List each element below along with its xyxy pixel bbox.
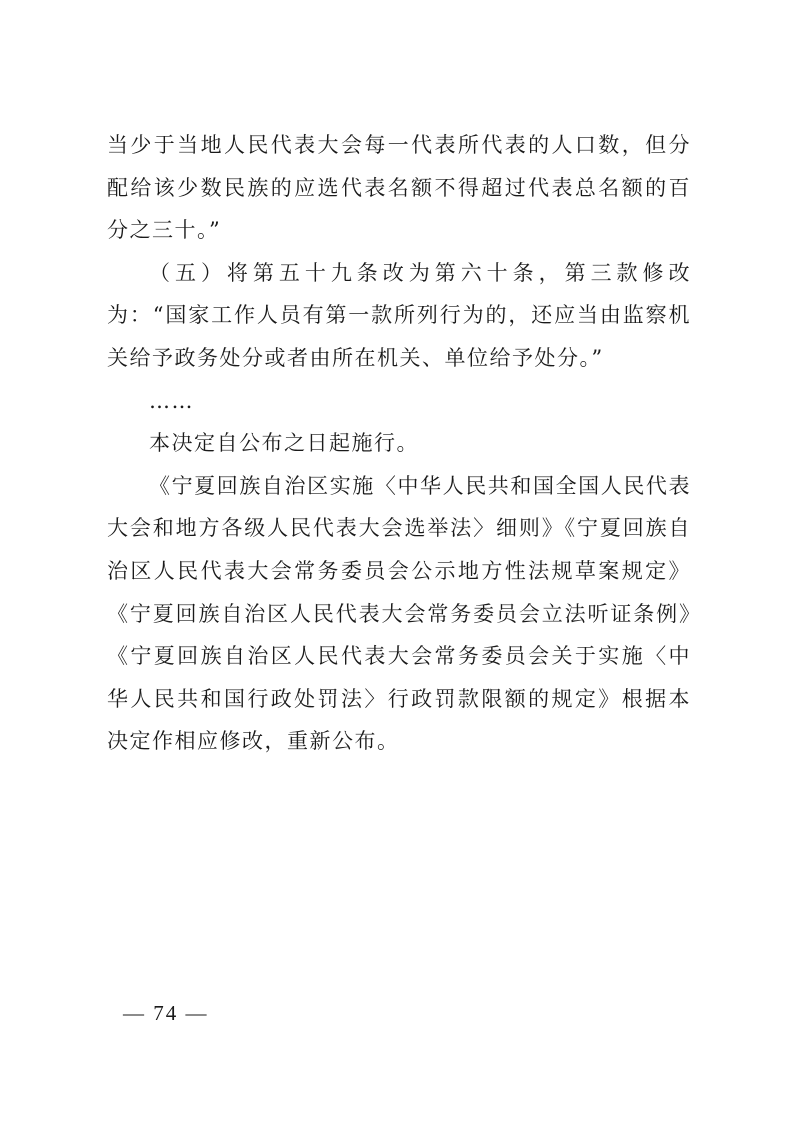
paragraph-effective-date: 本决定自公布之日起施行。 [149,431,419,456]
page-number: — 74 — [123,1001,209,1025]
document-body [107,124,691,763]
paragraph-continuation: 当少于当地人民代表大会每一代表所代表的人口数，但分配给该少数民族的应选代表名额不得超过代表总名额的百分之三十。” [107,133,691,243]
paragraph-ellipsis: …… [149,388,194,413]
paragraph-amended-regulations: 《宁夏回族自治区实施〈中华人民共和国全国人民代表大会和地方各级人民代表大会选举法〉细则》《宁夏回族自治区人民代表大会常务委员会公示地方性法规草案规定》《宁夏回族自治区人民代表大会常务委员会立法听证条例》《宁夏回族自治区人民代表大会常务委员会关于实施〈中华人民共和国行政处罚法〉行政罚款限额的规定》根据本决定作相应修改，重新公布。 [107,473,691,754]
paragraph-item-five: （五）将第五十九条改为第六十条，第三款修改为：“国家工作人员有第一款所列行为的，还应当由监察机关给予政务处分或者由所在机关、单位给予处分。” [107,260,691,370]
